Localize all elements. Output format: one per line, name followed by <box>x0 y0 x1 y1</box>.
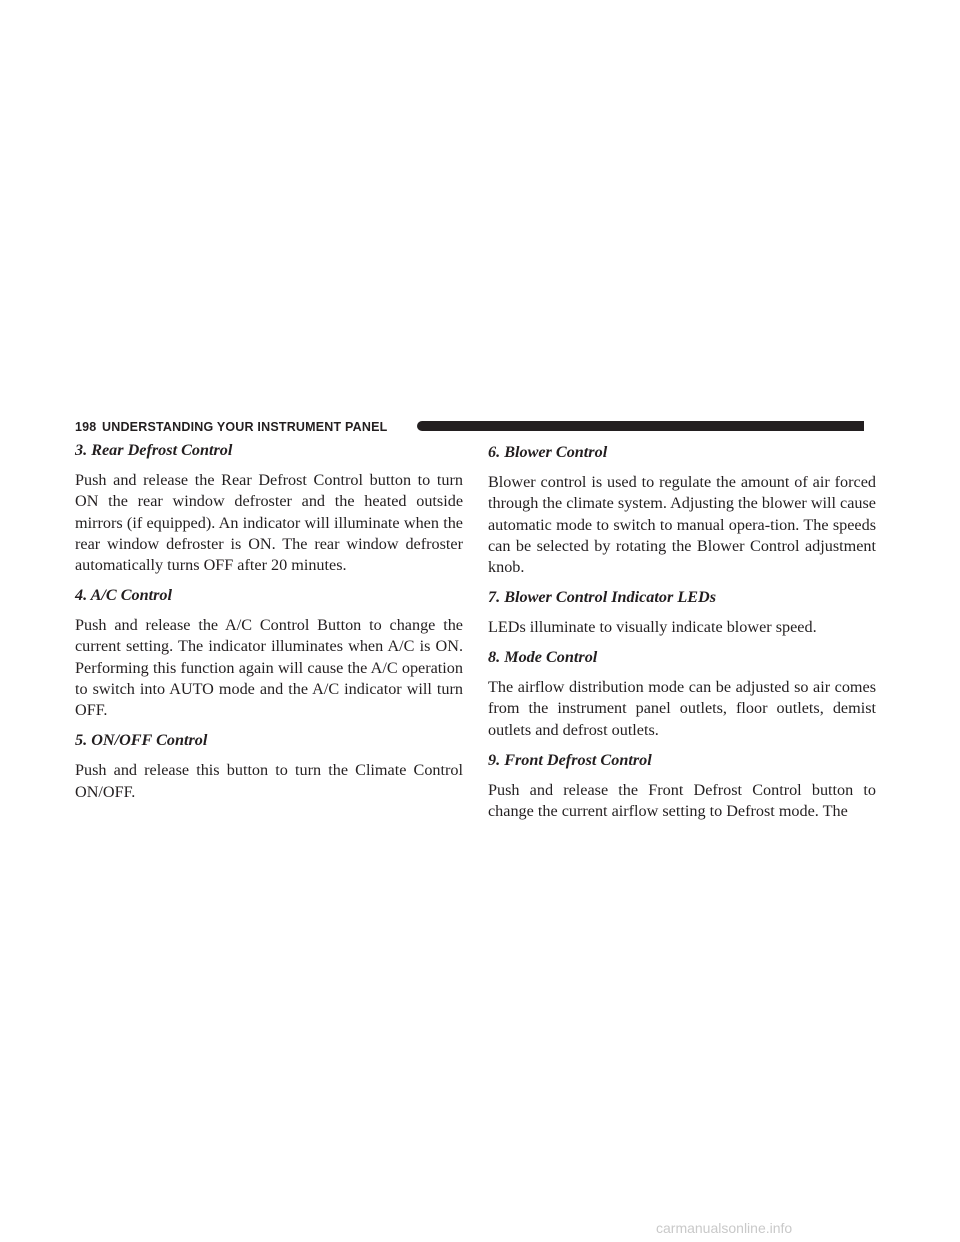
body-ac-control: Push and release the A/C Control Button to change the current setting. The indicator illuminates when A/C is ON. Performing this function again will cause the A/C operation to switch into AUTO mode and the A/C indicator will turn OFF. <box>75 616 463 720</box>
body-blower-indicator-leds: LEDs illuminate to visually indicate blower speed. <box>488 618 817 637</box>
heading-mode-control: 8. Mode Control <box>488 648 598 667</box>
body-front-defrost-control: Push and release the Front Defrost Control button to change the current airflow setting to Defrost mode. The <box>488 780 876 820</box>
page-number: 198 <box>75 420 97 434</box>
heading-blower-indicator-leds: 7. Blower Control Indicator LEDs <box>488 588 717 607</box>
section-title: UNDERSTANDING YOUR INSTRUMENT PANEL <box>102 420 388 434</box>
heading-front-defrost-control: 9. Front Defrost Control <box>488 750 652 769</box>
left-column <box>75 440 463 812</box>
heading-blower-control: 6. Blower Control <box>488 443 608 461</box>
body-on-off-control: Push and release this button to turn the Climate Control ON/OFF. <box>75 761 463 801</box>
page-header <box>75 419 864 435</box>
body-rear-defrost-control: Push and release the Rear Defrost Control button to turn ON the rear window defroster and the heated outside mirrors (if equipped). An indicator will illuminate when the rear window defroster is ON. The rear window defroster automatically turns OFF after 20 minutes. <box>75 470 463 575</box>
heading-rear-defrost-control: 3. Rear Defrost Control <box>75 441 233 459</box>
watermark: carmanualsonline.info <box>656 1220 793 1236</box>
body-mode-control: The airflow distribution mode can be adjusted so air comes from the instrument panel outlets, floor outlets, demist outlets and defrost outlets. <box>488 678 876 739</box>
heading-ac-control: 4. A/C Control <box>75 586 173 605</box>
right-column <box>488 440 876 831</box>
header-rule-bar <box>417 421 864 431</box>
body-blower-control: Blower control is used to regulate the amount of air forced through the climate system. Adjusting the blower will cause automatic mode to switch to manual opera-tion. The speeds can be selected by rotating the Blower Control adjustment knob. <box>488 472 876 577</box>
heading-on-off-control: 5. ON/OFF Control <box>75 731 208 750</box>
